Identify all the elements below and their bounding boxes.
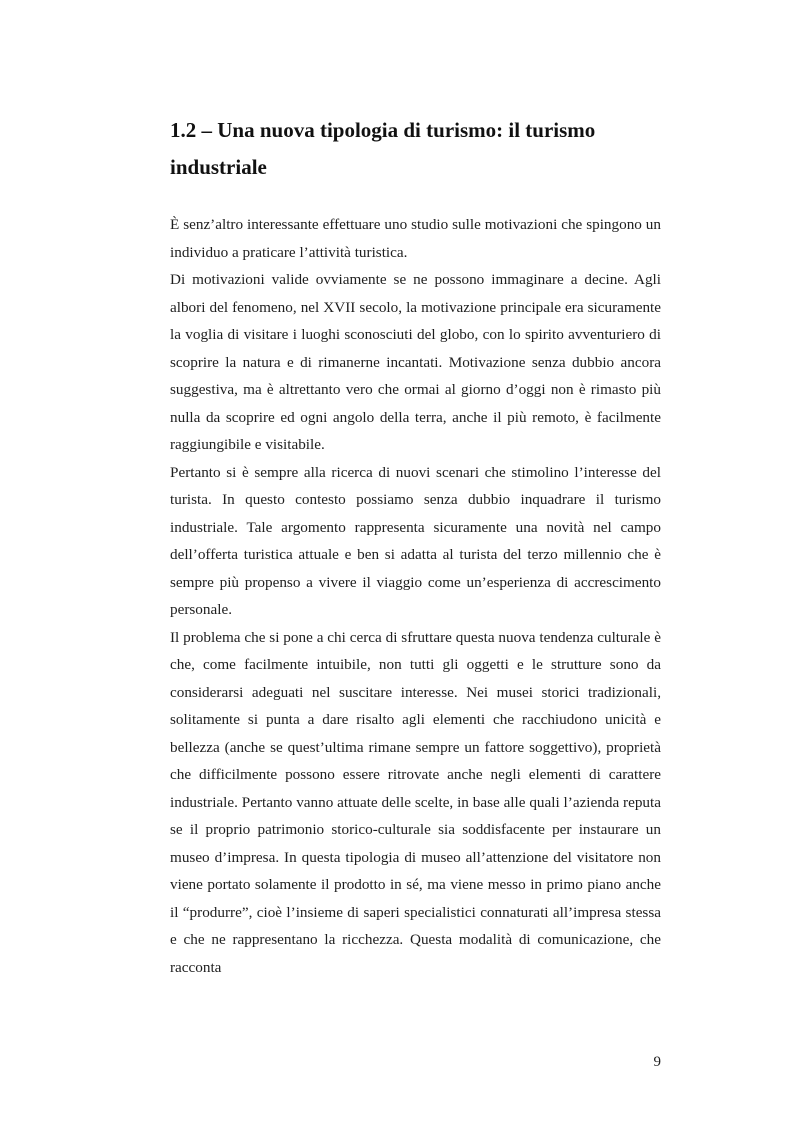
paragraph: Il problema che si pone a chi cerca di sfruttare questa nuova tendenza culturale è che, come facilmente intuibile, non tutti gli oggetti e le strutture sono da considerarsi adeguati nel suscitare interesse. Nei musei storici tradizionali, solitamente si punta a dare risalto agli elementi che racchiudono unicità e bellezza (anche se quest’ultima rimane sempre un fattore soggettivo), proprietà che difficilmente possono essere ritrovate anche negli elementi di carattere industriale. Pertanto vanno attuate delle scelte, in base alle quali l’azienda reputa se il proprio patrimonio storico-culturale sia soddisfacente per instaurare un museo d’impresa. In questa tipologia di museo all’attenzione del visitatore non viene portato solamente il prodotto in sé, ma viene messo in primo piano anche il “produrre”, cioè l’insieme di saperi specialistici connaturati all’impresa stessa e che ne rappresentano la ricchezza. Questa modalità di comunicazione, che racconta xyxy=(170,628,661,976)
page-number: 9 xyxy=(653,1054,661,1070)
body-text xyxy=(170,211,661,981)
paragraph: Di motivazioni valide ovviamente se ne possono immaginare a decine. Agli albori del fenomeno, nel XVII secolo, la motivazione principale era sicuramente la voglia di visitare i luoghi sconosciuti del globo, con lo spirito avventuriero di scoprire la natura e di rimanerne incantati. Motivazione senza dubbio ancora suggestiva, ma è altrettanto vero che ormai al giorno d’oggi non è rimasto più nulla da scoprire ed ogni angolo della terra, anche il più remoto, è facilmente raggiungibile e visitabile. xyxy=(170,271,661,453)
paragraph: Pertanto si è sempre alla ricerca di nuovi scenari che stimolino l’interesse del turista. In questo contesto possiamo senza dubbio inquadrare il turismo industriale. Tale argomento rappresenta sicuramente una novità nel campo dell’offerta turistica attuale e ben si adatta al turista del terzo millennio che è sempre più propenso a vivere il viaggio come un’esperienza di accrescimento personale. xyxy=(170,463,661,618)
section-heading: 1.2 – Una nuova tipologia di turismo: il turismo industriale xyxy=(170,118,596,179)
paragraph: È senz’altro interessante effettuare uno studio sulle motivazioni che spingono un individuo a praticare l’attività turistica. xyxy=(170,216,661,261)
